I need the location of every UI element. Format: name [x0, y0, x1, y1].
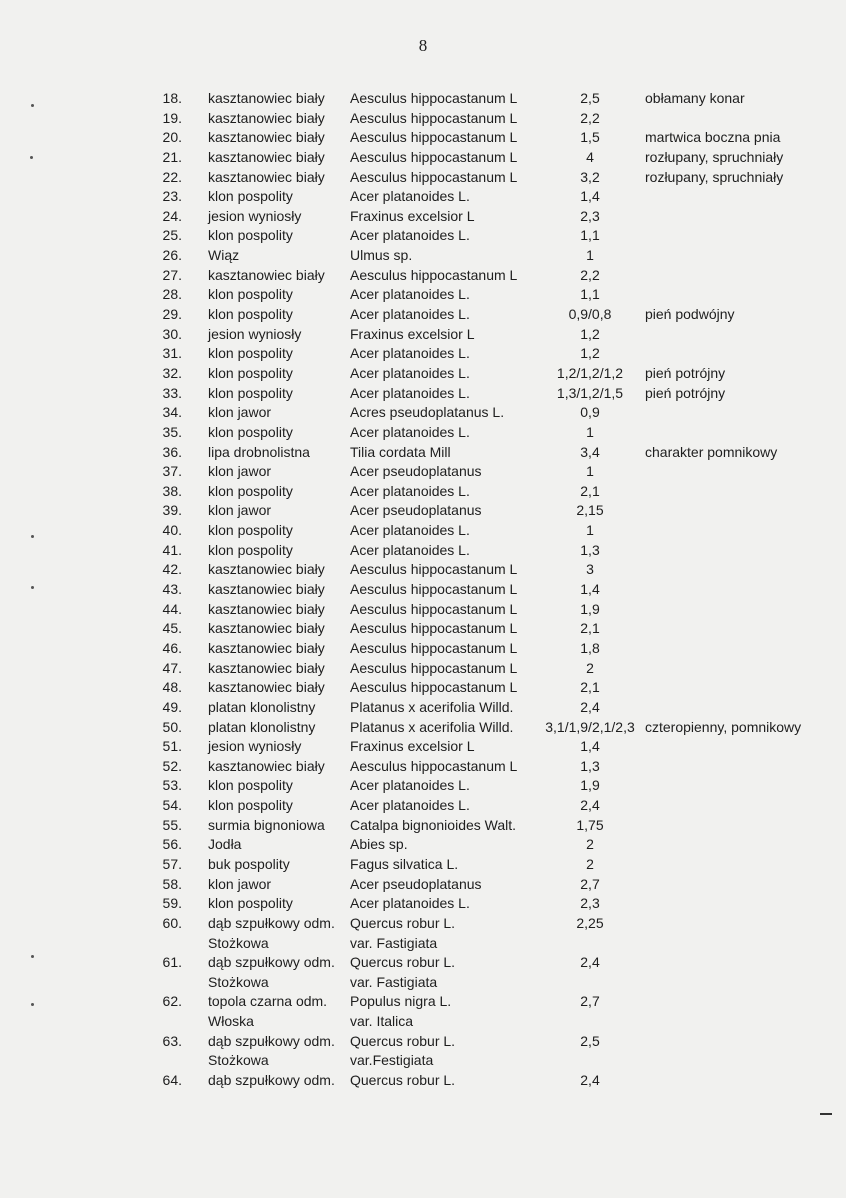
trunk-circumference: 1,3	[580, 541, 600, 558]
polish-name: kasztanowiec biały	[208, 129, 325, 146]
polish-name: kasztanowiec biały	[208, 620, 325, 637]
trunk-circumference: 1,1	[580, 286, 600, 303]
row-number: 21.	[162, 148, 182, 165]
row-number: 45.	[162, 620, 182, 637]
remarks: pień potrójny	[645, 364, 726, 381]
polish-name: klon pospolity	[208, 777, 293, 794]
scan-speck	[30, 156, 33, 159]
polish-name: klon pospolity	[208, 423, 293, 440]
table-row	[0, 364, 846, 384]
trunk-circumference: 1	[586, 247, 594, 264]
latin-name: Acer platanoides L.	[350, 541, 470, 558]
polish-name: klon jawor	[208, 502, 272, 519]
scan-speck	[31, 955, 34, 958]
latin-name: Acer platanoides L.	[350, 384, 470, 401]
table-row	[0, 482, 846, 502]
row-number: 31.	[162, 345, 182, 362]
trunk-circumference: 0,9	[580, 404, 600, 421]
latin-name: Aesculus hippocastanum L	[350, 581, 518, 598]
latin-name: var.Festigiata	[350, 1052, 434, 1069]
table-row	[0, 1012, 846, 1032]
latin-name: Aesculus hippocastanum L	[350, 148, 518, 165]
latin-name: Acer platanoides L.	[350, 364, 470, 381]
polish-name: klon jawor	[208, 875, 272, 892]
table-row	[0, 718, 846, 738]
trunk-circumference: 1,4	[580, 738, 600, 755]
table-row	[0, 266, 846, 286]
row-number: 48.	[162, 679, 182, 696]
table-row	[0, 128, 846, 148]
trunk-circumference: 1,2/1,2/1,2	[556, 364, 624, 381]
table-row	[0, 914, 846, 934]
row-number: 24.	[162, 207, 182, 224]
table-row	[0, 423, 846, 443]
row-number: 50.	[162, 718, 182, 735]
table-row	[0, 639, 846, 659]
trunk-circumference: 1,75	[576, 816, 604, 833]
latin-name: Acer pseudoplatanus	[350, 463, 482, 480]
polish-name: klon pospolity	[208, 797, 293, 814]
row-number: 43.	[162, 581, 182, 598]
table-row	[0, 285, 846, 305]
latin-name: Catalpa bignonioides Walt.	[350, 816, 517, 833]
table-row	[0, 1051, 846, 1071]
scan-speck	[31, 104, 34, 107]
polish-name: Jodła	[208, 836, 242, 853]
trunk-circumference: 1,4	[580, 581, 600, 598]
polish-name: jesion wyniosły	[208, 325, 302, 342]
latin-name: Quercus robur L.	[350, 914, 456, 931]
latin-name: Acer platanoides L.	[350, 895, 470, 912]
scan-dash	[820, 1113, 832, 1115]
table-row	[0, 305, 846, 325]
trunk-circumference: 4	[586, 148, 594, 165]
row-number: 49.	[162, 698, 182, 715]
trunk-circumference: 2	[586, 855, 594, 872]
remarks: rozłupany, spruchniały	[645, 148, 784, 165]
row-number: 54.	[162, 797, 182, 814]
table-row	[0, 344, 846, 364]
row-number: 52.	[162, 757, 182, 774]
latin-name: Fraxinus excelsior L	[350, 207, 475, 224]
trunk-circumference: 0,9/0,8	[568, 306, 612, 323]
row-number: 58.	[162, 875, 182, 892]
polish-name: kasztanowiec biały	[208, 90, 325, 106]
trunk-circumference: 1	[586, 423, 594, 440]
trunk-circumference: 1,4	[580, 188, 600, 205]
row-number: 30.	[162, 325, 182, 342]
table-row	[0, 226, 846, 246]
tree-inventory-table	[0, 89, 846, 1091]
remarks: martwica boczna pnia	[645, 129, 781, 146]
trunk-circumference: 2,15	[576, 502, 604, 519]
polish-name: kasztanowiec biały	[208, 659, 325, 676]
table-row	[0, 796, 846, 816]
trunk-circumference: 2,4	[580, 1072, 600, 1089]
trunk-circumference: 2,4	[580, 954, 600, 971]
latin-name: Aesculus hippocastanum L	[350, 266, 518, 283]
trunk-circumference: 2,1	[580, 620, 600, 637]
row-number: 34.	[162, 404, 182, 421]
polish-name: kasztanowiec biały	[208, 639, 325, 656]
polish-name: dąb szpułkowy odm.	[208, 914, 335, 931]
polish-name: kasztanowiec biały	[208, 757, 325, 774]
row-number: 29.	[162, 306, 182, 323]
trunk-circumference: 2,7	[580, 875, 600, 892]
polish-name: jesion wyniosły	[208, 738, 302, 755]
row-number: 33.	[162, 384, 182, 401]
latin-name: Acer platanoides L.	[350, 306, 470, 323]
row-number: 47.	[162, 659, 182, 676]
table-row	[0, 403, 846, 423]
table-row	[0, 168, 846, 188]
page-number: 8	[418, 36, 428, 55]
latin-name: Platanus x acerifolia Willd.	[350, 718, 514, 735]
latin-name: Acer platanoides L.	[350, 797, 470, 814]
latin-name: Aesculus hippocastanum L	[350, 109, 518, 126]
latin-name: Acer platanoides L.	[350, 345, 470, 362]
row-number: 18.	[162, 90, 182, 106]
table-row	[0, 619, 846, 639]
polish-name: topola czarna odm.	[208, 993, 328, 1010]
row-number: 40.	[162, 522, 182, 539]
polish-name: klon pospolity	[208, 384, 293, 401]
trunk-circumference: 1,3	[580, 757, 600, 774]
row-number: 32.	[162, 364, 182, 381]
latin-name: Quercus robur L.	[350, 954, 456, 971]
row-number: 53.	[162, 777, 182, 794]
table-row	[0, 757, 846, 777]
latin-name: Aesculus hippocastanum L	[350, 168, 518, 185]
table-row	[0, 541, 846, 561]
polish-name: klon pospolity	[208, 345, 293, 362]
trunk-circumference: 2	[586, 836, 594, 853]
latin-name: Acer platanoides L.	[350, 522, 470, 539]
polish-name: jesion wyniosły	[208, 207, 302, 224]
remarks: rozłupany, spruchniały	[645, 168, 784, 185]
trunk-circumference: 2	[586, 659, 594, 676]
remarks: charakter pomnikowy	[645, 443, 778, 460]
latin-name: Acres pseudoplatanus L.	[350, 404, 505, 421]
trunk-circumference: 2,4	[580, 698, 600, 715]
table-row	[0, 501, 846, 521]
polish-name: dąb szpułkowy odm.	[208, 1032, 335, 1049]
trunk-circumference: 1,2	[580, 325, 600, 342]
polish-name: klon pospolity	[208, 188, 293, 205]
table-row	[0, 835, 846, 855]
trunk-circumference: 1	[586, 463, 594, 480]
latin-name: Acer platanoides L.	[350, 777, 470, 794]
table-row	[0, 89, 846, 109]
polish-name: kasztanowiec biały	[208, 168, 325, 185]
trunk-circumference: 3,4	[580, 443, 600, 460]
latin-name: var. Fastigiata	[350, 934, 438, 951]
row-number: 26.	[162, 247, 182, 264]
polish-name: klon pospolity	[208, 522, 293, 539]
polish-name: klon pospolity	[208, 286, 293, 303]
row-number: 57.	[162, 855, 182, 872]
latin-name: Aesculus hippocastanum L	[350, 129, 518, 146]
table-row	[0, 1032, 846, 1052]
latin-name: Acer platanoides L.	[350, 188, 470, 205]
trunk-circumference: 2,2	[580, 266, 600, 283]
table-row	[0, 443, 846, 463]
polish-name: buk pospolity	[208, 855, 290, 872]
polish-name: lipa drobnolistna	[208, 443, 310, 460]
polish-name: klon pospolity	[208, 306, 293, 323]
latin-name: Fagus silvatica L.	[350, 855, 459, 872]
table-row	[0, 992, 846, 1012]
latin-name: Abies sp.	[350, 836, 408, 853]
latin-name: Platanus x acerifolia Willd.	[350, 698, 514, 715]
latin-name: Acer platanoides L.	[350, 423, 470, 440]
polish-name: Stożkowa	[208, 934, 269, 951]
table-row	[0, 148, 846, 168]
row-number: 42.	[162, 561, 182, 578]
row-number: 41.	[162, 541, 182, 558]
row-number: 37.	[162, 463, 182, 480]
remarks: obłamany konar	[645, 90, 745, 106]
latin-name: Acer platanoides L.	[350, 482, 470, 499]
trunk-circumference: 2,7	[580, 993, 600, 1010]
trunk-circumference: 1	[586, 522, 594, 539]
polish-name: kasztanowiec biały	[208, 109, 325, 126]
row-number: 23.	[162, 188, 182, 205]
table-row	[0, 894, 846, 914]
polish-name: klon jawor	[208, 404, 272, 421]
trunk-circumference: 2,3	[580, 895, 600, 912]
table-row	[0, 187, 846, 207]
latin-name: Aesculus hippocastanum L	[350, 90, 518, 106]
table-row	[0, 875, 846, 895]
table-row	[0, 109, 846, 129]
polish-name: platan klonolistny	[208, 718, 316, 735]
row-number: 46.	[162, 639, 182, 656]
table-row	[0, 855, 846, 875]
table-row	[0, 934, 846, 954]
table-row	[0, 521, 846, 541]
trunk-circumference: 1,3/1,2/1,5	[556, 384, 624, 401]
trunk-circumference: 3	[586, 561, 594, 578]
polish-name: Wiąz	[208, 247, 240, 264]
latin-name: Aesculus hippocastanum L	[350, 600, 518, 617]
row-number: 61.	[162, 954, 182, 971]
polish-name: kasztanowiec biały	[208, 600, 325, 617]
trunk-circumference: 1,5	[580, 129, 600, 146]
polish-name: Stożkowa	[208, 1052, 269, 1069]
polish-name: kasztanowiec biały	[208, 581, 325, 598]
trunk-circumference: 2,5	[580, 90, 600, 106]
latin-name: Aesculus hippocastanum L	[350, 639, 518, 656]
remarks: czteropienny, pomnikowy	[645, 718, 802, 735]
scan-speck	[31, 535, 34, 538]
latin-name: Fraxinus excelsior L	[350, 325, 475, 342]
polish-name: klon pospolity	[208, 895, 293, 912]
row-number: 51.	[162, 738, 182, 755]
table-row	[0, 973, 846, 993]
polish-name: kasztanowiec biały	[208, 148, 325, 165]
scan-speck	[31, 586, 34, 589]
row-number: 38.	[162, 482, 182, 499]
latin-name: Quercus robur L.	[350, 1072, 456, 1089]
polish-name: platan klonolistny	[208, 698, 316, 715]
polish-name: surmia bignoniowa	[208, 816, 325, 833]
table-row	[0, 659, 846, 679]
latin-name: var. Italica	[350, 1013, 414, 1030]
latin-name: Aesculus hippocastanum L	[350, 659, 518, 676]
row-number: 19.	[162, 109, 182, 126]
row-number: 20.	[162, 129, 182, 146]
table-row	[0, 462, 846, 482]
trunk-circumference: 1,8	[580, 639, 600, 656]
latin-name: Populus nigra L.	[350, 993, 452, 1010]
polish-name: klon jawor	[208, 463, 272, 480]
table-row	[0, 1071, 846, 1091]
polish-name: klon pospolity	[208, 541, 293, 558]
trunk-circumference: 1,9	[580, 777, 600, 794]
latin-name: Acer platanoides L.	[350, 227, 470, 244]
table-row	[0, 816, 846, 836]
table-row	[0, 600, 846, 620]
latin-name: Aesculus hippocastanum L	[350, 620, 518, 637]
latin-name: Aesculus hippocastanum L	[350, 757, 518, 774]
trunk-circumference: 1,1	[580, 227, 600, 244]
latin-name: Fraxinus excelsior L	[350, 738, 475, 755]
trunk-circumference: 1,2	[580, 345, 600, 362]
polish-name: Włoska	[208, 1013, 254, 1030]
trunk-circumference: 2,25	[576, 914, 604, 931]
row-number: 55.	[162, 816, 182, 833]
latin-name: Ulmus sp.	[350, 247, 413, 264]
trunk-circumference: 1,9	[580, 600, 600, 617]
trunk-circumference: 2,5	[580, 1032, 600, 1049]
remarks: pień podwójny	[645, 306, 735, 323]
trunk-circumference: 2,1	[580, 679, 600, 696]
latin-name: Tilia cordata Mill	[350, 443, 451, 460]
polish-name: Stożkowa	[208, 973, 269, 990]
row-number: 59.	[162, 895, 182, 912]
table-row	[0, 698, 846, 718]
polish-name: klon pospolity	[208, 364, 293, 381]
row-number: 36.	[162, 443, 182, 460]
polish-name: kasztanowiec biały	[208, 561, 325, 578]
row-number: 22.	[162, 168, 182, 185]
trunk-circumference: 2,3	[580, 207, 600, 224]
table-row	[0, 325, 846, 345]
row-number: 44.	[162, 600, 182, 617]
latin-name: Aesculus hippocastanum L	[350, 561, 518, 578]
row-number: 28.	[162, 286, 182, 303]
trunk-circumference: 2,1	[580, 482, 600, 499]
latin-name: var. Fastigiata	[350, 973, 438, 990]
latin-name: Acer platanoides L.	[350, 286, 470, 303]
latin-name: Quercus robur L.	[350, 1032, 456, 1049]
row-number: 64.	[162, 1072, 182, 1089]
row-number: 60.	[162, 914, 182, 931]
polish-name: dąb szpułkowy odm.	[208, 1072, 335, 1089]
trunk-circumference: 3,1/1,9/2,1/2,3	[545, 718, 635, 735]
polish-name: kasztanowiec biały	[208, 266, 325, 283]
row-number: 35.	[162, 423, 182, 440]
latin-name: Aesculus hippocastanum L	[350, 679, 518, 696]
table-row	[0, 678, 846, 698]
scan-speck	[31, 1003, 34, 1006]
trunk-circumference: 3,2	[580, 168, 600, 185]
table-row	[0, 953, 846, 973]
table-row	[0, 246, 846, 266]
polish-name: klon pospolity	[208, 227, 293, 244]
table-row	[0, 737, 846, 757]
table-row	[0, 580, 846, 600]
row-number: 56.	[162, 836, 182, 853]
latin-name: Acer pseudoplatanus	[350, 502, 482, 519]
table-row	[0, 384, 846, 404]
polish-name: klon pospolity	[208, 482, 293, 499]
trunk-circumference: 2,2	[580, 109, 600, 126]
row-number: 27.	[162, 266, 182, 283]
table-row	[0, 207, 846, 227]
latin-name: Acer pseudoplatanus	[350, 875, 482, 892]
trunk-circumference: 2,4	[580, 797, 600, 814]
row-number: 63.	[162, 1032, 182, 1049]
row-number: 62.	[162, 993, 182, 1010]
polish-name: dąb szpułkowy odm.	[208, 954, 335, 971]
row-number: 39.	[162, 502, 182, 519]
table-row	[0, 560, 846, 580]
table-row	[0, 776, 846, 796]
remarks: pień potrójny	[645, 384, 726, 401]
polish-name: kasztanowiec biały	[208, 679, 325, 696]
row-number: 25.	[162, 227, 182, 244]
